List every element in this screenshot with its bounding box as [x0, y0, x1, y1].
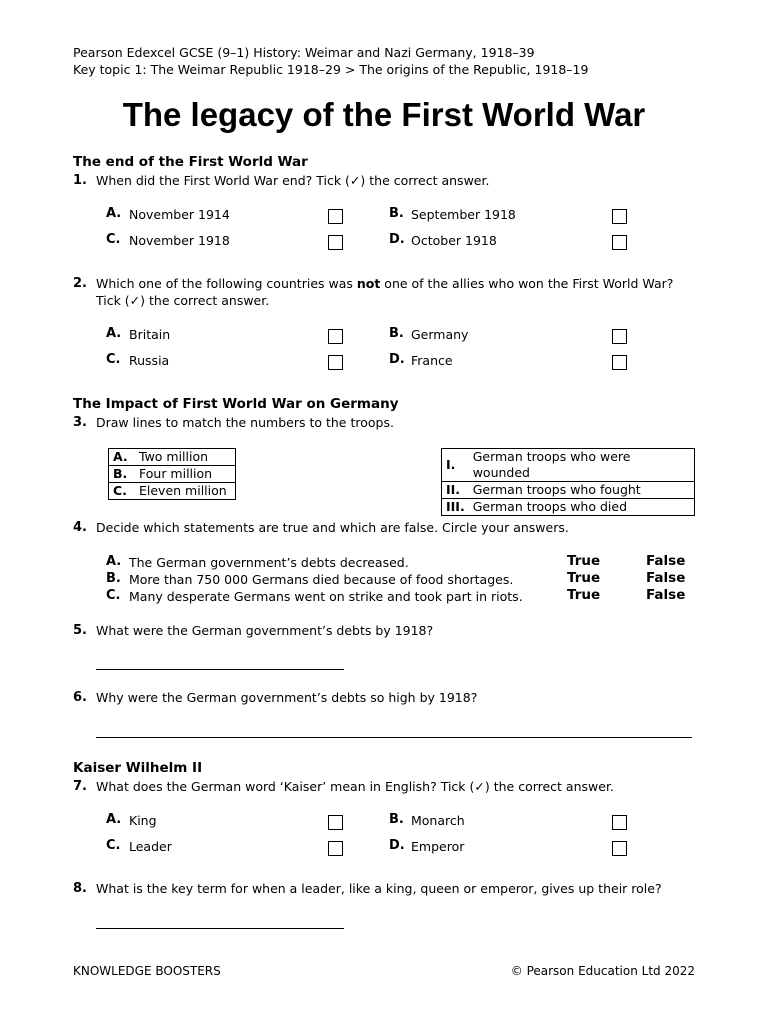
question-text: Which one of the following countries was not one of the allies who won the First World War? [96, 276, 674, 291]
match-text: Two million [135, 449, 236, 466]
option-label: November 1914 [129, 207, 230, 222]
match-letter: III. [442, 499, 469, 516]
option-letter: A. [106, 206, 122, 221]
match-letter: II. [442, 482, 469, 499]
tick-box[interactable] [328, 355, 343, 370]
tick-box[interactable] [612, 329, 627, 344]
option-letter: B. [389, 812, 404, 827]
question-number: 7. [73, 779, 87, 794]
statement-text: More than 750 000 Germans died because of food shortages. [129, 572, 514, 587]
option-label: Russia [129, 353, 170, 368]
true-option[interactable]: True [567, 570, 601, 586]
question-text: What does the German word ‘Kaiser’ mean in English? Tick (✓) the correct answer. [96, 779, 614, 794]
question-text: Decide which statements are true and which are false. Circle your answers. [96, 520, 569, 535]
option-label: Leader [129, 839, 172, 854]
statement-text: Many desperate Germans went on strike and took part in riots. [129, 589, 523, 604]
match-letter: A. [109, 449, 136, 466]
header-line-2: Key topic 1: The Weimar Republic 1918–29 > The origins of the Republic, 1918–19 [73, 62, 589, 77]
option-label: Britain [129, 327, 171, 342]
option-letter: D. [389, 838, 405, 853]
match-text: German troops who were wounded [469, 449, 695, 482]
tick-box[interactable] [328, 329, 343, 344]
match-text: Four million [135, 466, 236, 483]
option-label: King [129, 813, 157, 828]
true-option[interactable]: True [567, 587, 601, 603]
option-letter: A. [106, 812, 122, 827]
question-number: 8. [73, 881, 87, 896]
answer-line[interactable] [96, 928, 344, 929]
match-text: Eleven million [135, 483, 236, 500]
option-letter: C. [106, 232, 121, 247]
footer-left: KNOWLEDGE BOOSTERS [73, 964, 221, 978]
option-label: Germany [411, 327, 469, 342]
option-label: October 1918 [411, 233, 497, 248]
true-option[interactable]: True [567, 553, 601, 569]
tick-box[interactable] [612, 815, 627, 830]
match-letter: I. [442, 449, 469, 482]
statement-letter: C. [106, 588, 121, 603]
option-label: Emperor [411, 839, 465, 854]
match-text: German troops who fought [469, 482, 695, 499]
option-letter: D. [389, 232, 405, 247]
false-option[interactable]: False [646, 570, 686, 586]
match-table-numbers [108, 448, 236, 500]
tick-box[interactable] [612, 235, 627, 250]
option-label: November 1918 [129, 233, 230, 248]
option-letter: C. [106, 352, 121, 367]
option-label: France [411, 353, 453, 368]
question-number: 3. [73, 415, 87, 430]
page-title: The legacy of the First World War [122, 96, 646, 133]
option-letter: A. [106, 326, 122, 341]
statement-letter: A. [106, 554, 122, 569]
question-text: When did the First World War end? Tick (✓) the correct answer. [96, 173, 490, 188]
match-text: German troops who died [469, 499, 695, 516]
option-label: Monarch [411, 813, 465, 828]
match-row[interactable] [442, 449, 695, 482]
tick-box[interactable] [612, 209, 627, 224]
question-text: Draw lines to match the numbers to the troops. [96, 415, 394, 430]
tick-box[interactable] [328, 815, 343, 830]
tick-box[interactable] [328, 209, 343, 224]
question-number: 5. [73, 623, 87, 638]
section-heading-impact: The Impact of First World War on Germany [73, 396, 399, 412]
question-number: 1. [73, 173, 87, 188]
question-text: What is the key term for when a leader, like a king, queen or emperor, gives up their role? [96, 881, 662, 896]
option-letter: B. [389, 206, 404, 221]
question-number: 2. [73, 276, 87, 291]
false-option[interactable]: False [646, 587, 686, 603]
option-letter: B. [389, 326, 404, 341]
section-heading-kaiser: Kaiser Wilhelm II [73, 760, 203, 776]
tick-box[interactable] [328, 841, 343, 856]
question-text: What were the German government’s debts by 1918? [96, 623, 434, 638]
option-letter: C. [106, 838, 121, 853]
question-number: 4. [73, 520, 87, 535]
option-letter: D. [389, 352, 405, 367]
statement-letter: B. [106, 571, 121, 586]
question-number: 6. [73, 690, 87, 705]
match-row[interactable] [442, 499, 695, 516]
header-line-1: Pearson Edexcel GCSE (9–1) History: Weimar and Nazi Germany, 1918–39 [73, 45, 535, 60]
answer-line[interactable] [96, 737, 692, 738]
tick-box[interactable] [328, 235, 343, 250]
match-letter: B. [109, 466, 136, 483]
match-table-troops [441, 448, 695, 516]
statement-text: The German government’s debts decreased. [129, 555, 409, 570]
section-heading-end-of-war: The end of the First World War [73, 154, 308, 170]
false-option[interactable]: False [646, 553, 686, 569]
match-row[interactable] [442, 482, 695, 499]
match-letter: C. [109, 483, 136, 500]
match-row[interactable] [109, 483, 236, 500]
tick-box[interactable] [612, 355, 627, 370]
footer-copyright: © Pearson Education Ltd 2022 [510, 964, 695, 978]
answer-line[interactable] [96, 669, 344, 670]
match-row[interactable] [109, 449, 236, 466]
option-label: September 1918 [411, 207, 516, 222]
match-row[interactable] [109, 466, 236, 483]
question-text: Why were the German government’s debts so high by 1918? [96, 690, 478, 705]
tick-box[interactable] [612, 841, 627, 856]
question-text-line-2: Tick (✓) the correct answer. [96, 293, 270, 308]
